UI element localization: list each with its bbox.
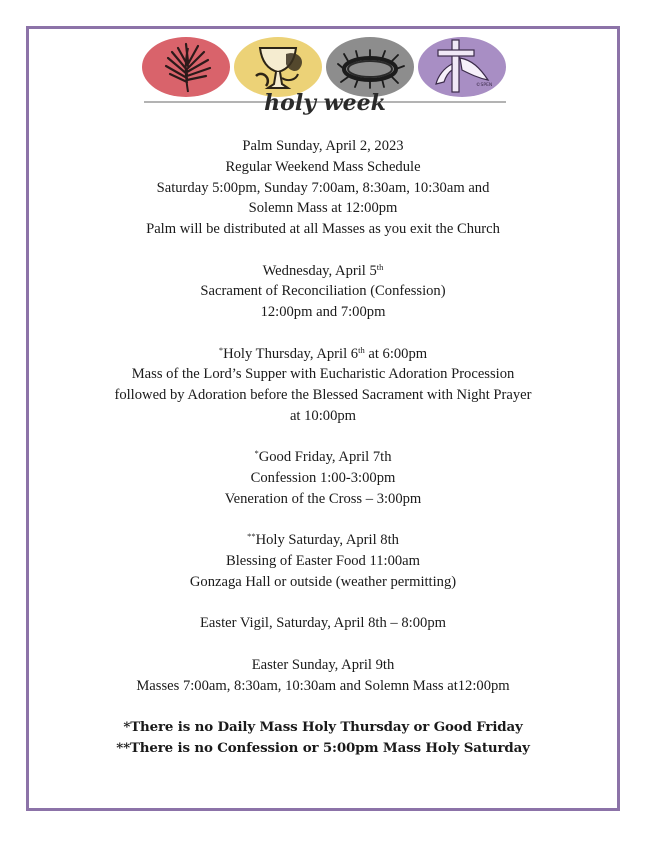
notes-section bbox=[29, 717, 617, 759]
wednesday-line-2: 12:00pm and 7:00pm bbox=[260, 304, 386, 321]
holy-saturday-line-1: Blessing of Easter Food 11:00am bbox=[225, 553, 421, 570]
artist-mark: ©SPEN bbox=[476, 83, 493, 88]
crown-of-thorns-icon bbox=[326, 37, 414, 97]
holy-thursday-line-2: followed by Adoration before the Blessed Sacrament with Night Prayer bbox=[114, 387, 532, 404]
palm-sunday-line-1: Regular Weekend Mass Schedule bbox=[225, 158, 421, 175]
holy-thursday-title-sup: th bbox=[358, 344, 365, 355]
easter-sunday-title: Easter Sunday, April 9th bbox=[251, 656, 395, 673]
note-confession: **There is no Confession or 5:00pm Mass Holy Saturday bbox=[116, 739, 530, 756]
easter-vigil-section bbox=[29, 613, 617, 634]
holy-thursday-title-text: Holy Thursday, April 6 bbox=[223, 345, 359, 362]
wednesday-title bbox=[29, 261, 617, 282]
wednesday-line-1: Sacrament of Reconciliation (Confession) bbox=[200, 283, 446, 300]
holy-thursday-time: at 6:00pm bbox=[364, 345, 428, 362]
holy-thursday-title bbox=[29, 344, 617, 365]
holy-thursday-line-3: at 10:00pm bbox=[289, 407, 357, 424]
cross-icon bbox=[418, 37, 506, 97]
wednesday-title-text: Wednesday, April 5 bbox=[262, 262, 377, 279]
holy-saturday-mark: ** bbox=[247, 531, 256, 542]
palm-sunday-title: Palm Sunday, April 2, 2023 bbox=[242, 138, 404, 154]
holy-thursday-section bbox=[29, 344, 617, 427]
easter-sunday-line-1: Masses 7:00am, 8:30am, 10:30am and Solemn Mass at12:00pm bbox=[136, 677, 510, 694]
holy-thursday-mark: * bbox=[218, 344, 224, 355]
good-friday-title-text: Good Friday, April 7th bbox=[258, 449, 392, 466]
easter-vigil-title: Easter Vigil, Saturday, April 8th – 8:00pm bbox=[200, 615, 446, 632]
good-friday-line-1: Confession 1:00-3:00pm bbox=[250, 470, 396, 487]
chalice-icon bbox=[234, 37, 322, 97]
note-daily-mass: *There is no Daily Mass Holy Thursday or Good Friday bbox=[123, 718, 523, 735]
good-friday-line-2: Veneration of the Cross – 3:00pm bbox=[224, 490, 422, 507]
banner-title: holy week bbox=[264, 90, 386, 116]
palm-icon bbox=[142, 37, 230, 97]
holy-thursday-line-1: Mass of the Lord’s Supper with Eucharistic Adoration Procession bbox=[131, 366, 515, 383]
good-friday-section bbox=[29, 447, 617, 509]
holy-week-schedule bbox=[29, 136, 617, 758]
holy-saturday-line-2: Gonzaga Hall or outside (weather permitting) bbox=[189, 573, 457, 590]
holy-saturday-title-text: Holy Saturday, April 8th bbox=[255, 532, 399, 549]
good-friday-title bbox=[29, 447, 617, 468]
wednesday-title-sup: th bbox=[376, 261, 384, 272]
palm-sunday-line-3: Solemn Mass at 12:00pm bbox=[248, 200, 398, 217]
good-friday-mark: * bbox=[254, 448, 259, 459]
easter-sunday-section bbox=[29, 655, 617, 697]
palm-sunday-line-4: Palm will be distributed at all Masses as you exit the Church bbox=[146, 221, 500, 238]
holy-saturday-title bbox=[29, 530, 617, 551]
wednesday-section bbox=[29, 261, 617, 323]
palm-sunday-section bbox=[29, 136, 617, 240]
palm-sunday-line-2: Saturday 5:00pm, Sunday 7:00am, 8:30am, 10:30am and bbox=[156, 179, 490, 196]
holy-week-banner bbox=[136, 34, 514, 126]
holy-saturday-section bbox=[29, 530, 617, 592]
